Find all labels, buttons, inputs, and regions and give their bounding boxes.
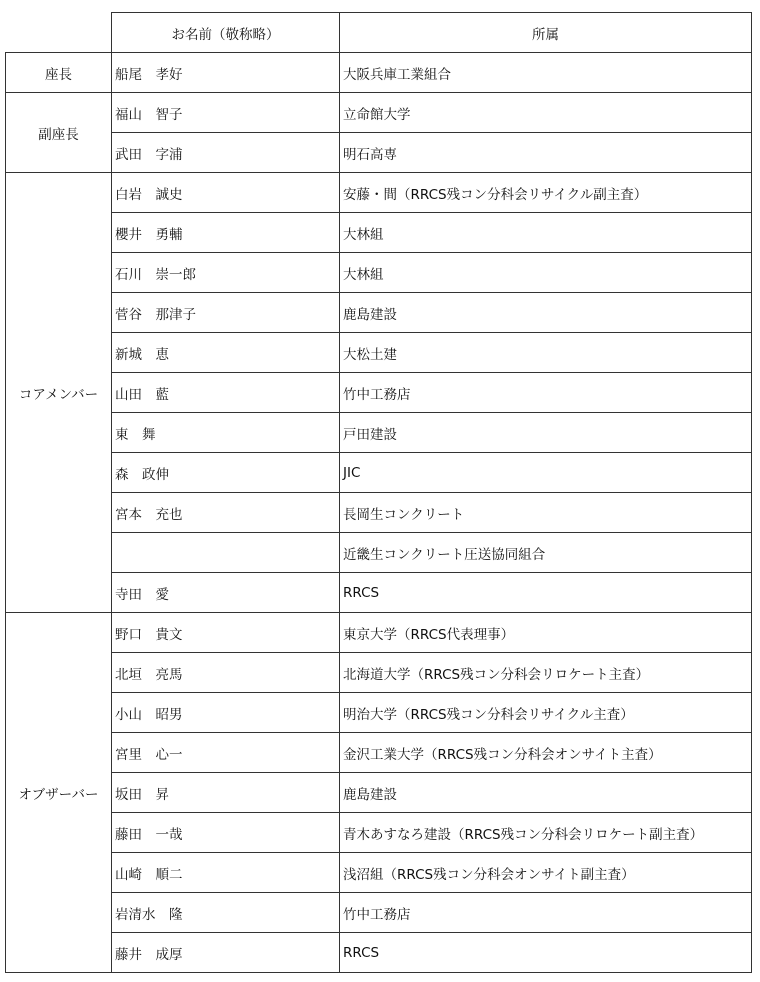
affiliation-cell: 東京大学（RRCS代表理事） [340, 613, 752, 653]
table-row [6, 733, 752, 773]
member-name-cell: 藤田 一哉 [112, 813, 340, 853]
table-row [6, 93, 752, 133]
affiliation-cell: 戸田建設 [340, 413, 752, 453]
affiliation-cell: 竹中工務店 [340, 373, 752, 413]
affiliation-cell: 長岡生コンクリート [340, 493, 752, 533]
table-row [6, 53, 752, 93]
affiliation-cell: 浅沼組（RRCS残コン分科会オンサイト副主査） [340, 853, 752, 893]
affiliation-cell: 明石高専 [340, 133, 752, 173]
header-row [6, 13, 752, 53]
affiliation-cell: RRCS [340, 573, 752, 613]
table-row [6, 813, 752, 853]
table-row [6, 373, 752, 413]
member-name-cell: 野口 貴文 [112, 613, 340, 653]
table-row [6, 173, 752, 213]
member-name-cell: 武田 字浦 [112, 133, 340, 173]
table-row [6, 653, 752, 693]
member-name-cell: 小山 昭男 [112, 693, 340, 733]
member-name-cell: 新城 恵 [112, 333, 340, 373]
affiliation-cell: 大林組 [340, 213, 752, 253]
affiliation-cell: 北海道大学（RRCS残コン分科会リロケート主査） [340, 653, 752, 693]
affiliation-cell: 鹿島建設 [340, 293, 752, 333]
table-row [6, 213, 752, 253]
member-name-cell: 東 舞 [112, 413, 340, 453]
member-name-cell: 寺田 愛 [112, 573, 340, 613]
member-name-cell: 北垣 亮馬 [112, 653, 340, 693]
header-blank-cell [6, 13, 112, 53]
affiliation-cell: 明治大学（RRCS残コン分科会リサイクル主査） [340, 693, 752, 733]
member-name-cell: 白岩 誠史 [112, 173, 340, 213]
affiliation-cell: 安藤・間（RRCS残コン分科会リサイクル副主査） [340, 173, 752, 213]
name-column-header: お名前（敬称略） [112, 13, 340, 53]
member-table [5, 12, 752, 973]
member-name-cell: 森 政伸 [112, 453, 340, 493]
affiliation-cell: 立命館大学 [340, 93, 752, 133]
table-body [6, 53, 752, 973]
table-row [6, 333, 752, 373]
table-row [6, 773, 752, 813]
member-name-cell: 山崎 順二 [112, 853, 340, 893]
table-row [6, 933, 752, 973]
affiliation-cell: 鹿島建設 [340, 773, 752, 813]
table-row [6, 853, 752, 893]
table-row [6, 693, 752, 733]
affiliation-cell: RRCS [340, 933, 752, 973]
affiliation-cell: 竹中工務店 [340, 893, 752, 933]
affiliation-cell: 近畿生コンクリート圧送協同組合 [340, 533, 752, 573]
role-cell: オブザーバー [6, 613, 112, 973]
member-name-cell: 石川 崇一郎 [112, 253, 340, 293]
member-name-cell: 櫻井 勇輔 [112, 213, 340, 253]
table-row [6, 893, 752, 933]
member-name-cell [112, 533, 340, 573]
affiliation-cell: 大林組 [340, 253, 752, 293]
table-row [6, 253, 752, 293]
affiliation-cell: 大阪兵庫工業組合 [340, 53, 752, 93]
table-row [6, 453, 752, 493]
role-cell: コアメンバー [6, 173, 112, 613]
member-name-cell: 藤井 成厚 [112, 933, 340, 973]
table-row [6, 293, 752, 333]
role-cell: 座長 [6, 53, 112, 93]
table-row [6, 533, 752, 573]
member-name-cell: 山田 藍 [112, 373, 340, 413]
affiliation-cell: 金沢工業大学（RRCS残コン分科会オンサイト主査） [340, 733, 752, 773]
table-row [6, 493, 752, 533]
member-name-cell: 岩清水 隆 [112, 893, 340, 933]
role-cell: 副座長 [6, 93, 112, 173]
member-name-cell: 菅谷 那津子 [112, 293, 340, 333]
member-name-cell: 福山 智子 [112, 93, 340, 133]
affiliation-column-header: 所属 [340, 13, 752, 53]
member-name-cell: 宮本 充也 [112, 493, 340, 533]
table-row [6, 613, 752, 653]
member-name-cell: 坂田 昇 [112, 773, 340, 813]
affiliation-cell: 青木あすなろ建設（RRCS残コン分科会リロケート副主査） [340, 813, 752, 853]
table-row [6, 133, 752, 173]
table-row [6, 573, 752, 613]
member-name-cell: 船尾 孝好 [112, 53, 340, 93]
affiliation-cell: JIC [340, 453, 752, 493]
member-name-cell: 宮里 心一 [112, 733, 340, 773]
table-row [6, 413, 752, 453]
affiliation-cell: 大松土建 [340, 333, 752, 373]
